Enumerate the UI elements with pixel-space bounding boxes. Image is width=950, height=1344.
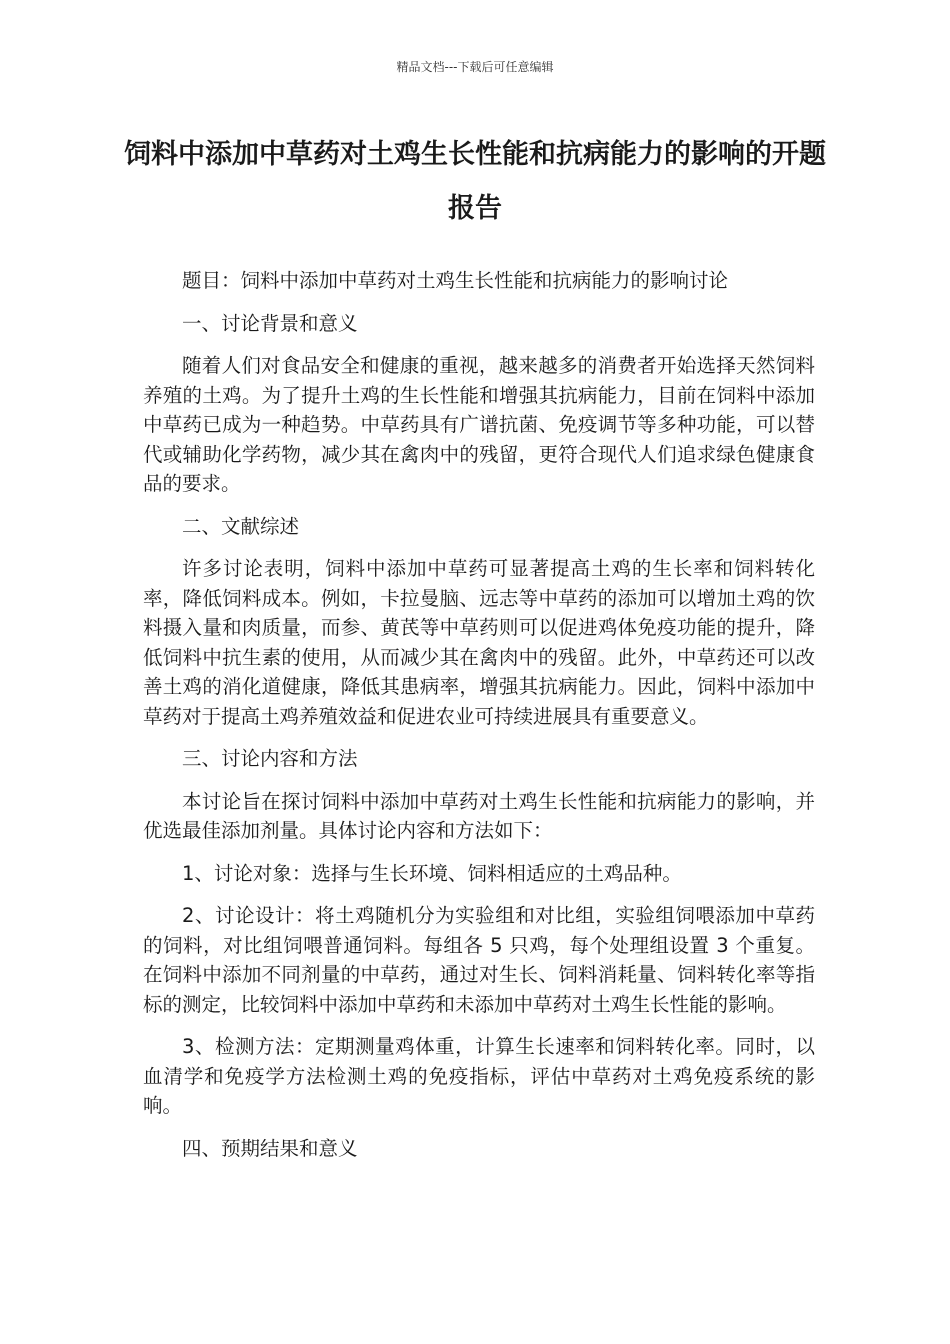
document-title: 饲料中添加中草药对土鸡生长性能和抗病能力的影响的开题报告 — [124, 139, 826, 224]
page-header-note: 精品文档---下载后可任意编辑 — [396, 60, 554, 74]
section-heading-background: 一、讨论背景和意义 — [182, 311, 358, 335]
list-item-design: 2、讨论设计：将土鸡随机分为实验组和对比组，实验组饲喂添加中草药的饲料，对比组饲喂普通饲料。每组各 5 只鸡，每个处理组设置 3 个重复。在饲料中添加不同剂量的中草药，通过对生长、饲料消耗量、饲料转化率等指标的测定，比较饲料中添加中草药和未添加中草药对土鸡生长性能的影响。 — [143, 904, 815, 1016]
topic-line: 题目：饲料中添加中草药对土鸡生长性能和抗病能力的影响讨论 — [182, 269, 729, 292]
section-heading-literature: 二、文献综述 — [182, 514, 300, 538]
list-item-detection: 3、检测方法：定期测量鸡体重，计算生长速率和饲料转化率。同时，以血清学和免疫学方法检测土鸡的免疫指标，评估中草药对土鸡免疫系统的影响。 — [143, 1035, 815, 1117]
document-body — [143, 266, 815, 1176]
section-heading-expected: 四、预期结果和意义 — [182, 1136, 358, 1160]
paragraph-methods-intro: 本讨论旨在探讨饲料中添加中草药对土鸡生长性能和抗病能力的影响，并优选最佳添加剂量。具体讨论内容和方法如下： — [143, 789, 815, 842]
section-heading-methods: 三、讨论内容和方法 — [182, 747, 358, 770]
list-item-subjects: 1、讨论对象：选择与生长环境、饲料相适应的土鸡品种。 — [182, 861, 682, 885]
paragraph-literature: 许多讨论表明，饲料中添加中草药可显著提高土鸡的生长率和饲料转化率，降低饲料成本。例如，卡拉曼脑、远志等中草药的添加可以增加土鸡的饮料摄入量和肉质量，而参、黄芪等中草药则可以促进鸡体免疫功能的提升，降低饲料中抗生素的使用，从而减少其在禽肉中的残留。此外，中草药还可以改善土鸡的消化道健康，降低其患病率，增强其抗病能力。因此，饲料中添加中草药对于提高土鸡养殖效益和促进农业可持续进展具有重要意义。 — [143, 557, 815, 728]
paragraph-background: 随着人们对食品安全和健康的重视，越来越多的消费者开始选择天然饲料养殖的土鸡。为了提升土鸡的生长性能和增强其抗病能力，目前在饲料中添加中草药已成为一种趋势。中草药具有广谱抗菌、免疫调节等多种功能，可以替代或辅助化学药物，减少其在禽肉中的残留，更符合现代人们追求绿色健康食品的要求。 — [143, 354, 815, 495]
